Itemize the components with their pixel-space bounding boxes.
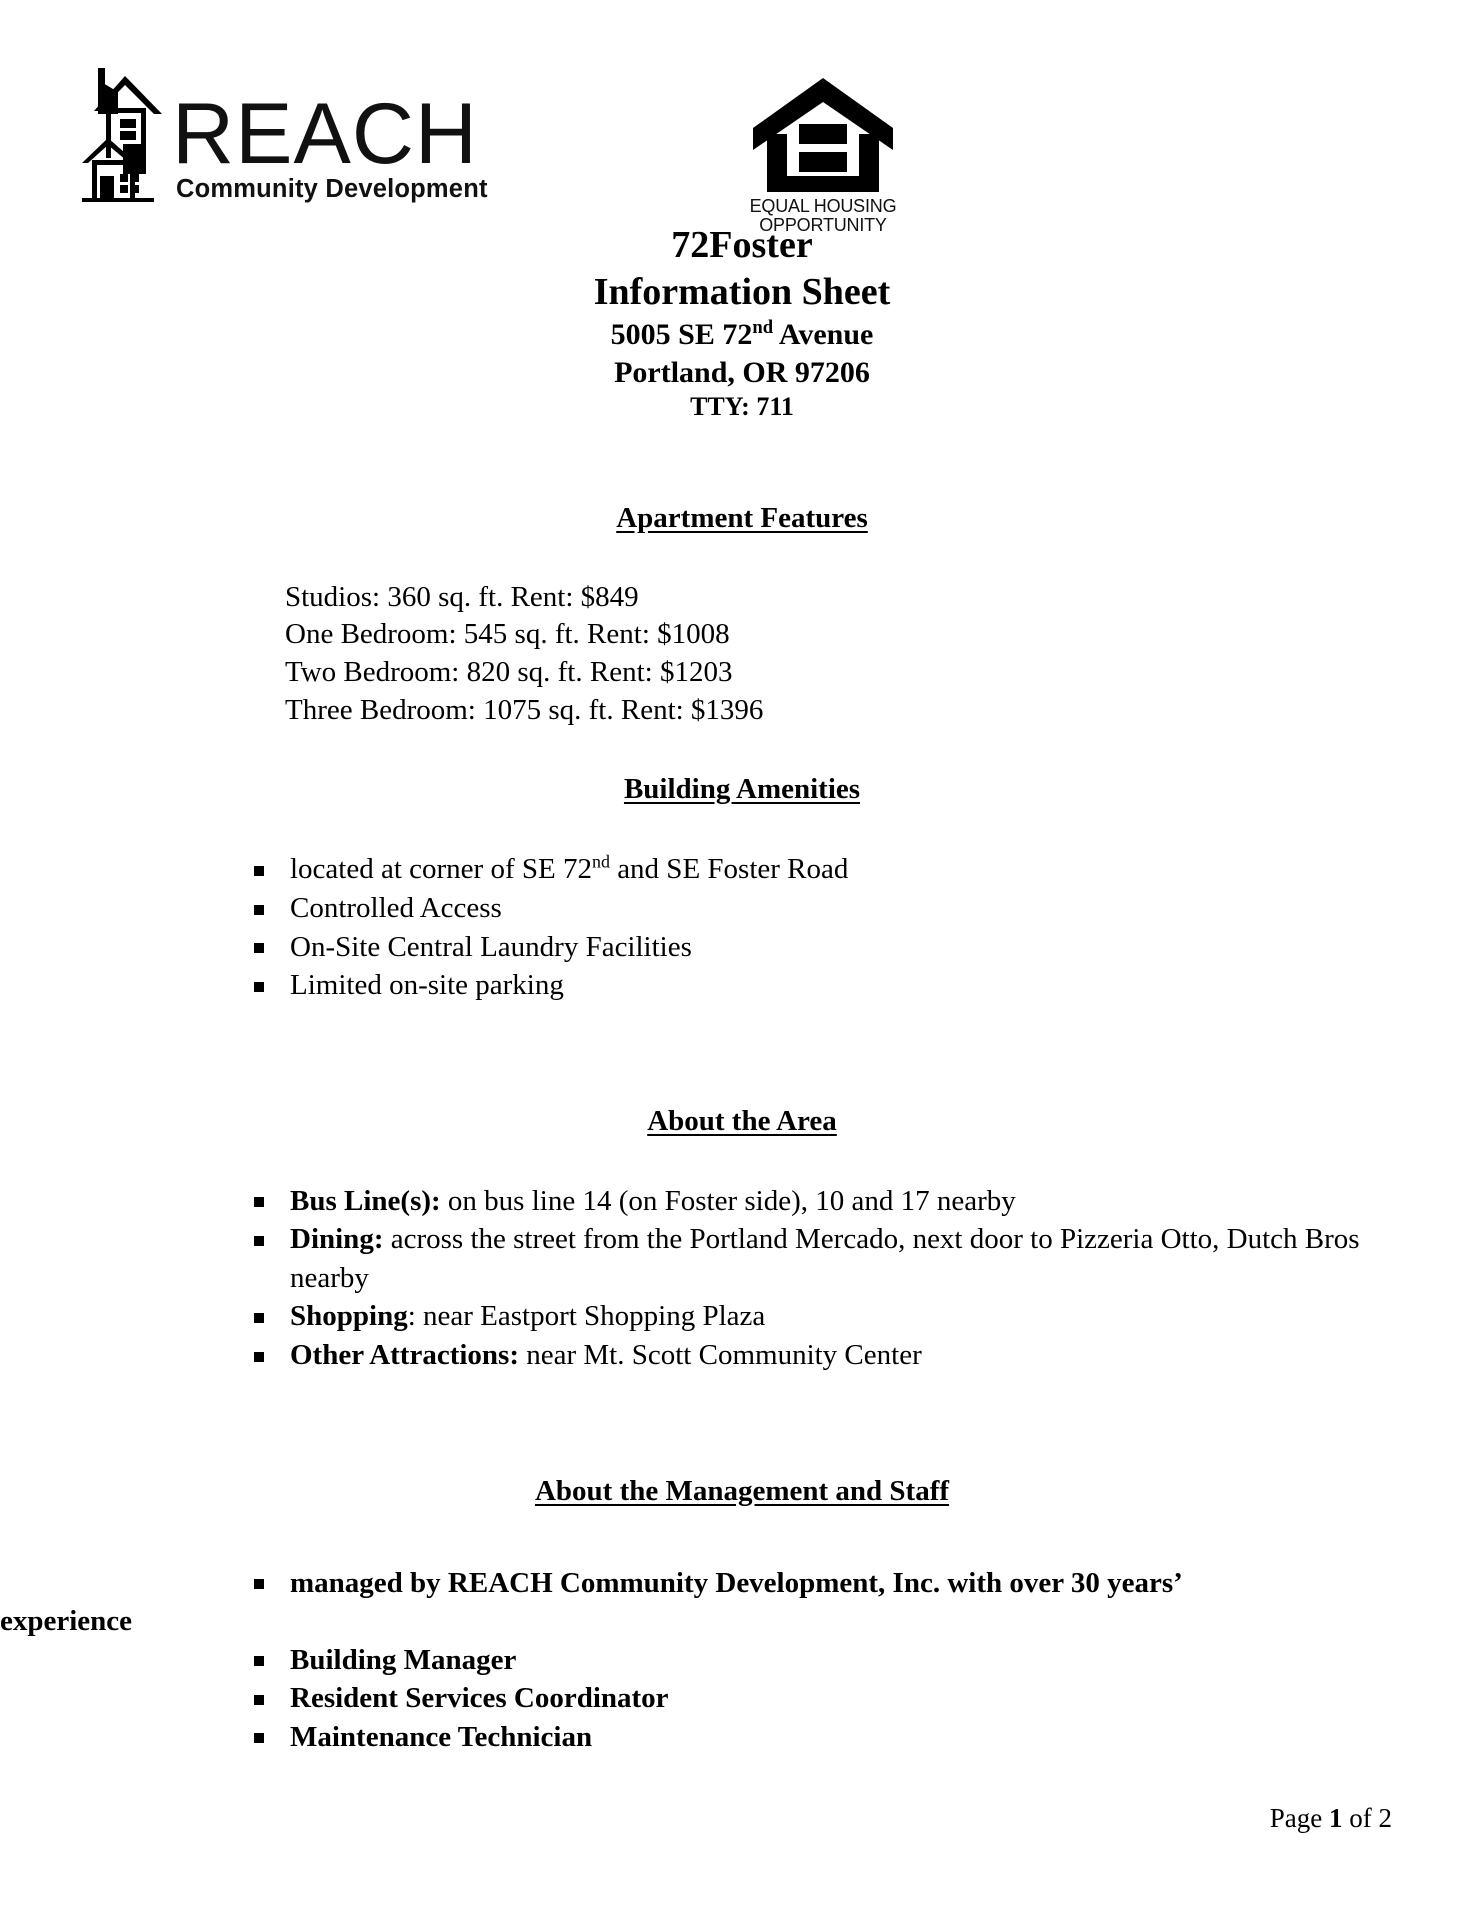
footer-current-page: 1 xyxy=(1329,1803,1343,1833)
document-header xyxy=(0,0,1484,236)
area-item-detail: across the street from the Portland Mercado, next door to Pizzeria Otto, Dutch Bros nearby xyxy=(290,1223,1360,1294)
equal-housing-caption-line2: OPPORTUNITY xyxy=(759,215,887,236)
area-item-label: Shopping xyxy=(290,1300,408,1333)
area-item-detail: on bus line 14 (on Foster side), 10 and 17 nearby xyxy=(440,1184,1016,1217)
equal-housing-house-icon xyxy=(748,72,898,196)
management-item-overflow: experience xyxy=(0,1605,133,1638)
address-number: 5005 SE 72 xyxy=(610,318,753,352)
house-logo-icon xyxy=(78,62,170,202)
equal-housing-caption-line1: EQUAL HOUSING xyxy=(749,196,897,216)
amenity-ordinal-suffix: nd xyxy=(591,851,610,872)
amenity-suffix: and SE Foster Road xyxy=(609,853,849,886)
list-item: Building Manager xyxy=(248,1641,1424,1680)
list-item xyxy=(248,1336,1392,1375)
unit-line: Three Bedroom: 1075 sq. ft. Rent: $1396 xyxy=(285,693,764,726)
page-footer xyxy=(1270,1803,1392,1834)
section-heading-management-and-staff: About the Management and Staff xyxy=(534,1474,950,1507)
list-item: Maintenance Technician xyxy=(248,1718,1424,1757)
unit-line: Two Bedroom: 820 sq. ft. Rent: $1203 xyxy=(285,656,733,689)
footer-prefix: Page xyxy=(1269,1803,1329,1833)
management-item-text: managed by REACH Community Development, Inc. with over 30 years’ xyxy=(290,1566,1183,1599)
page-title: Information Sheet xyxy=(593,271,891,314)
list-item: Resident Services Coordinator xyxy=(248,1679,1424,1718)
about-the-area-list xyxy=(0,1182,1484,1375)
list-item xyxy=(248,1220,1392,1297)
footer-suffix: of 2 xyxy=(1342,1803,1392,1833)
area-item-label: Bus Line(s): xyxy=(290,1184,441,1217)
section-heading-about-the-area: About the Area xyxy=(647,1104,837,1137)
list-item: On-Site Central Laundry Facilities xyxy=(248,928,1392,967)
address-street-name: Avenue xyxy=(773,318,874,352)
reach-logo xyxy=(78,62,488,202)
area-item-detail: : near Eastport Shopping Plaza xyxy=(407,1300,766,1333)
area-item-label: Dining: xyxy=(290,1223,384,1256)
list-item xyxy=(0,1564,1424,1641)
building-amenities-list xyxy=(0,850,1484,1004)
title-block xyxy=(0,222,1484,424)
list-item xyxy=(248,1182,1392,1221)
tty-number: TTY: 711 xyxy=(690,392,794,422)
amenity-prefix: located at corner of SE 72 xyxy=(290,853,592,886)
address-street-line xyxy=(0,316,1484,354)
address-city-state-zip: Portland, OR 97206 xyxy=(614,355,870,389)
area-item-label: Other Attractions: xyxy=(290,1338,519,1371)
reach-tagline: Community Development xyxy=(176,174,488,203)
section-heading-apartment-features: Apartment Features xyxy=(616,501,868,534)
list-item: Limited on-site parking xyxy=(248,966,1392,1005)
list-item xyxy=(248,850,1392,889)
area-item-detail: near Mt. Scott Community Center xyxy=(519,1338,922,1371)
list-item: Controlled Access xyxy=(248,889,1392,928)
address-ordinal-suffix: nd xyxy=(752,317,774,339)
section-heading-building-amenities: Building Amenities xyxy=(623,773,861,806)
property-name: 72Foster xyxy=(671,224,813,266)
equal-housing-opportunity-logo xyxy=(748,72,898,235)
management-staff-list xyxy=(0,1564,1484,1757)
unit-line: One Bedroom: 545 sq. ft. Rent: $1008 xyxy=(285,618,730,651)
list-item xyxy=(248,1297,1392,1336)
reach-wordmark: REACH xyxy=(172,86,479,183)
unit-line: Studios: 360 sq. ft. Rent: $849 xyxy=(285,580,639,613)
